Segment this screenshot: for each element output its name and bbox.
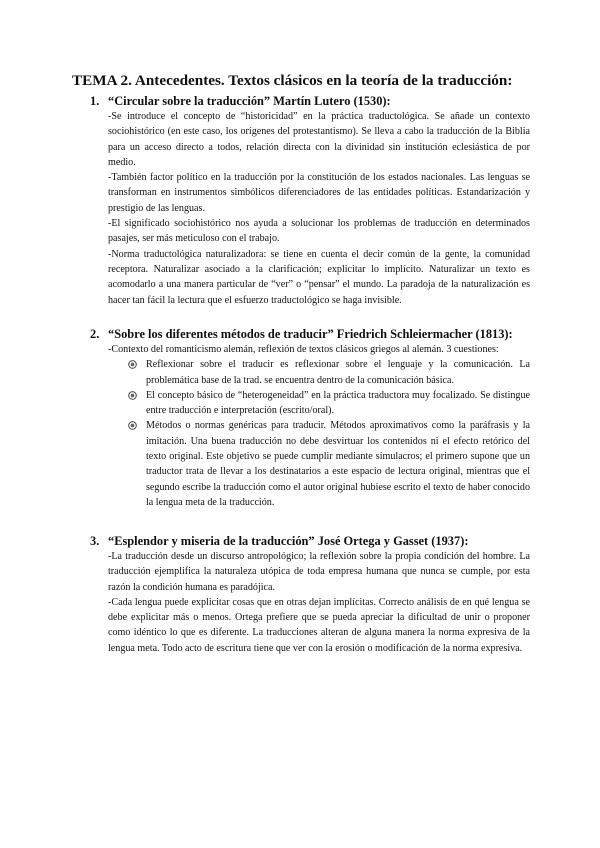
section-ortega (90, 533, 530, 656)
section-schleiermacher (90, 326, 530, 510)
document-title: TEMA 2. Antecedentes. Textos clásicos en la teoría de la traducción: (72, 72, 513, 89)
section-number: 3. (90, 534, 100, 548)
list-item (108, 418, 530, 510)
section-heading (90, 533, 530, 549)
circle-bullet-icon (128, 360, 137, 369)
section-title: “Sobre los diferentes métodos de traducir” Friedrich Schleiermacher (1813): (108, 327, 513, 341)
paragraph: -Contexto del romanticismo alemán, reflexión de textos clásicos griegos al alemán. 3 cuestiones: (108, 344, 499, 355)
list-item-text: Reflexionar sobre el traducir es reflexionar sobre el lenguaje y la comunicación. La problemática base de la trad. se encuentra dentro de la comunicación básica. (146, 359, 530, 386)
list-item-text: Métodos o normas genéricas para traducir. Métodos aproximativos como la paráfrasis y la imitación. Una buena traducción no debe desvirtuar los contenidos ni el efecto retórico del texto original. Este objetivo se puede cumplir mediante simulacros; el primero supone que un traductor trata de llevar a los destinatarios a este espacio de lectura original, mientras que el segundo escribe la traducción como el autor original hubiese escrito el texto de haber conocido la lengua meta de la traducción. (146, 420, 530, 508)
circle-bullet-icon (128, 421, 137, 430)
bullet-list (108, 357, 530, 510)
section-heading (90, 93, 530, 109)
paragraph: -También factor político en la traducción por la constitución de los estados nacionales. Las lenguas se transforman en instrumentos simbólicos diferenciadores de las entidades políticas. Estandarización y prestigio de las lenguas. (108, 172, 530, 214)
paragraph: -Se introduce el concepto de “historicidad” en la práctica traductológica. Se añade un contexto sociohistórico (en este caso, los orígenes del protestantismo). Se lleva a cabo la traducción de la Biblia para un acceso directo a todos, relación directa con la divinidad sin institución eclesiástica de por medio. (108, 111, 530, 168)
section-body (108, 342, 530, 510)
circle-bullet-icon (128, 391, 137, 400)
section-title: “Circular sobre la traducción” Martín Lutero (1530): (108, 94, 391, 108)
paragraph: -El significado sociohistórico nos ayuda a solucionar los problemas de traducción en determinados pasajes, ser más meticuloso con el trabajo. (108, 218, 530, 245)
paragraph: -Cada lengua puede explicitar cosas que en otras dejan implícitas. Correcto análisis de en qué lengua se debe explicitar más o menos. Ortega prefiere que se pueda apreciar la dificultad de unir o proponer como idéntico lo que es diferente. La traducciones alteran de alguna manera la norma expresiva de la lengua meta. Todo acto de escritura tiene que ver con la erosión o modificación de la norma expresiva. (108, 596, 530, 654)
paragraph: -Norma traductológica naturalizadora: se tiene en cuenta el decir común de la gente, la comunidad receptora. Naturalizar asociado a la clarificación; explicitar lo implícito. Naturalizar un texto es acomodarlo a una manera particular de “ver” o “pensar” el mundo. La paradoja de la naturalización es hacer tan fácil la lectura que el esfuerzo traductológico se haga invisible. (108, 248, 530, 306)
section-number: 2. (90, 327, 100, 341)
list-item-text: El concepto básico de “heterogeneidad” en la práctica traductora muy focalizado. Se distingue entre traducción e interpretación (escrito/oral). (146, 389, 530, 417)
list-item (108, 388, 530, 419)
list-item (108, 357, 530, 388)
section-number: 1. (90, 94, 100, 108)
section-title: “Esplendor y miseria de la traducción” José Ortega y Gasset (1937): (108, 534, 469, 548)
section-lutero (90, 93, 530, 308)
section-body (108, 109, 530, 308)
section-heading (90, 326, 530, 342)
section-body (108, 549, 530, 656)
paragraph: -La traducción desde un discurso antropológico; la reflexión sobre la propia condición del hombre. La traducción ejemplifica la naturaleza utópica de toda empresa humana que nunca se cumple, por esta razón la condición humana es paradójica. (108, 551, 530, 593)
